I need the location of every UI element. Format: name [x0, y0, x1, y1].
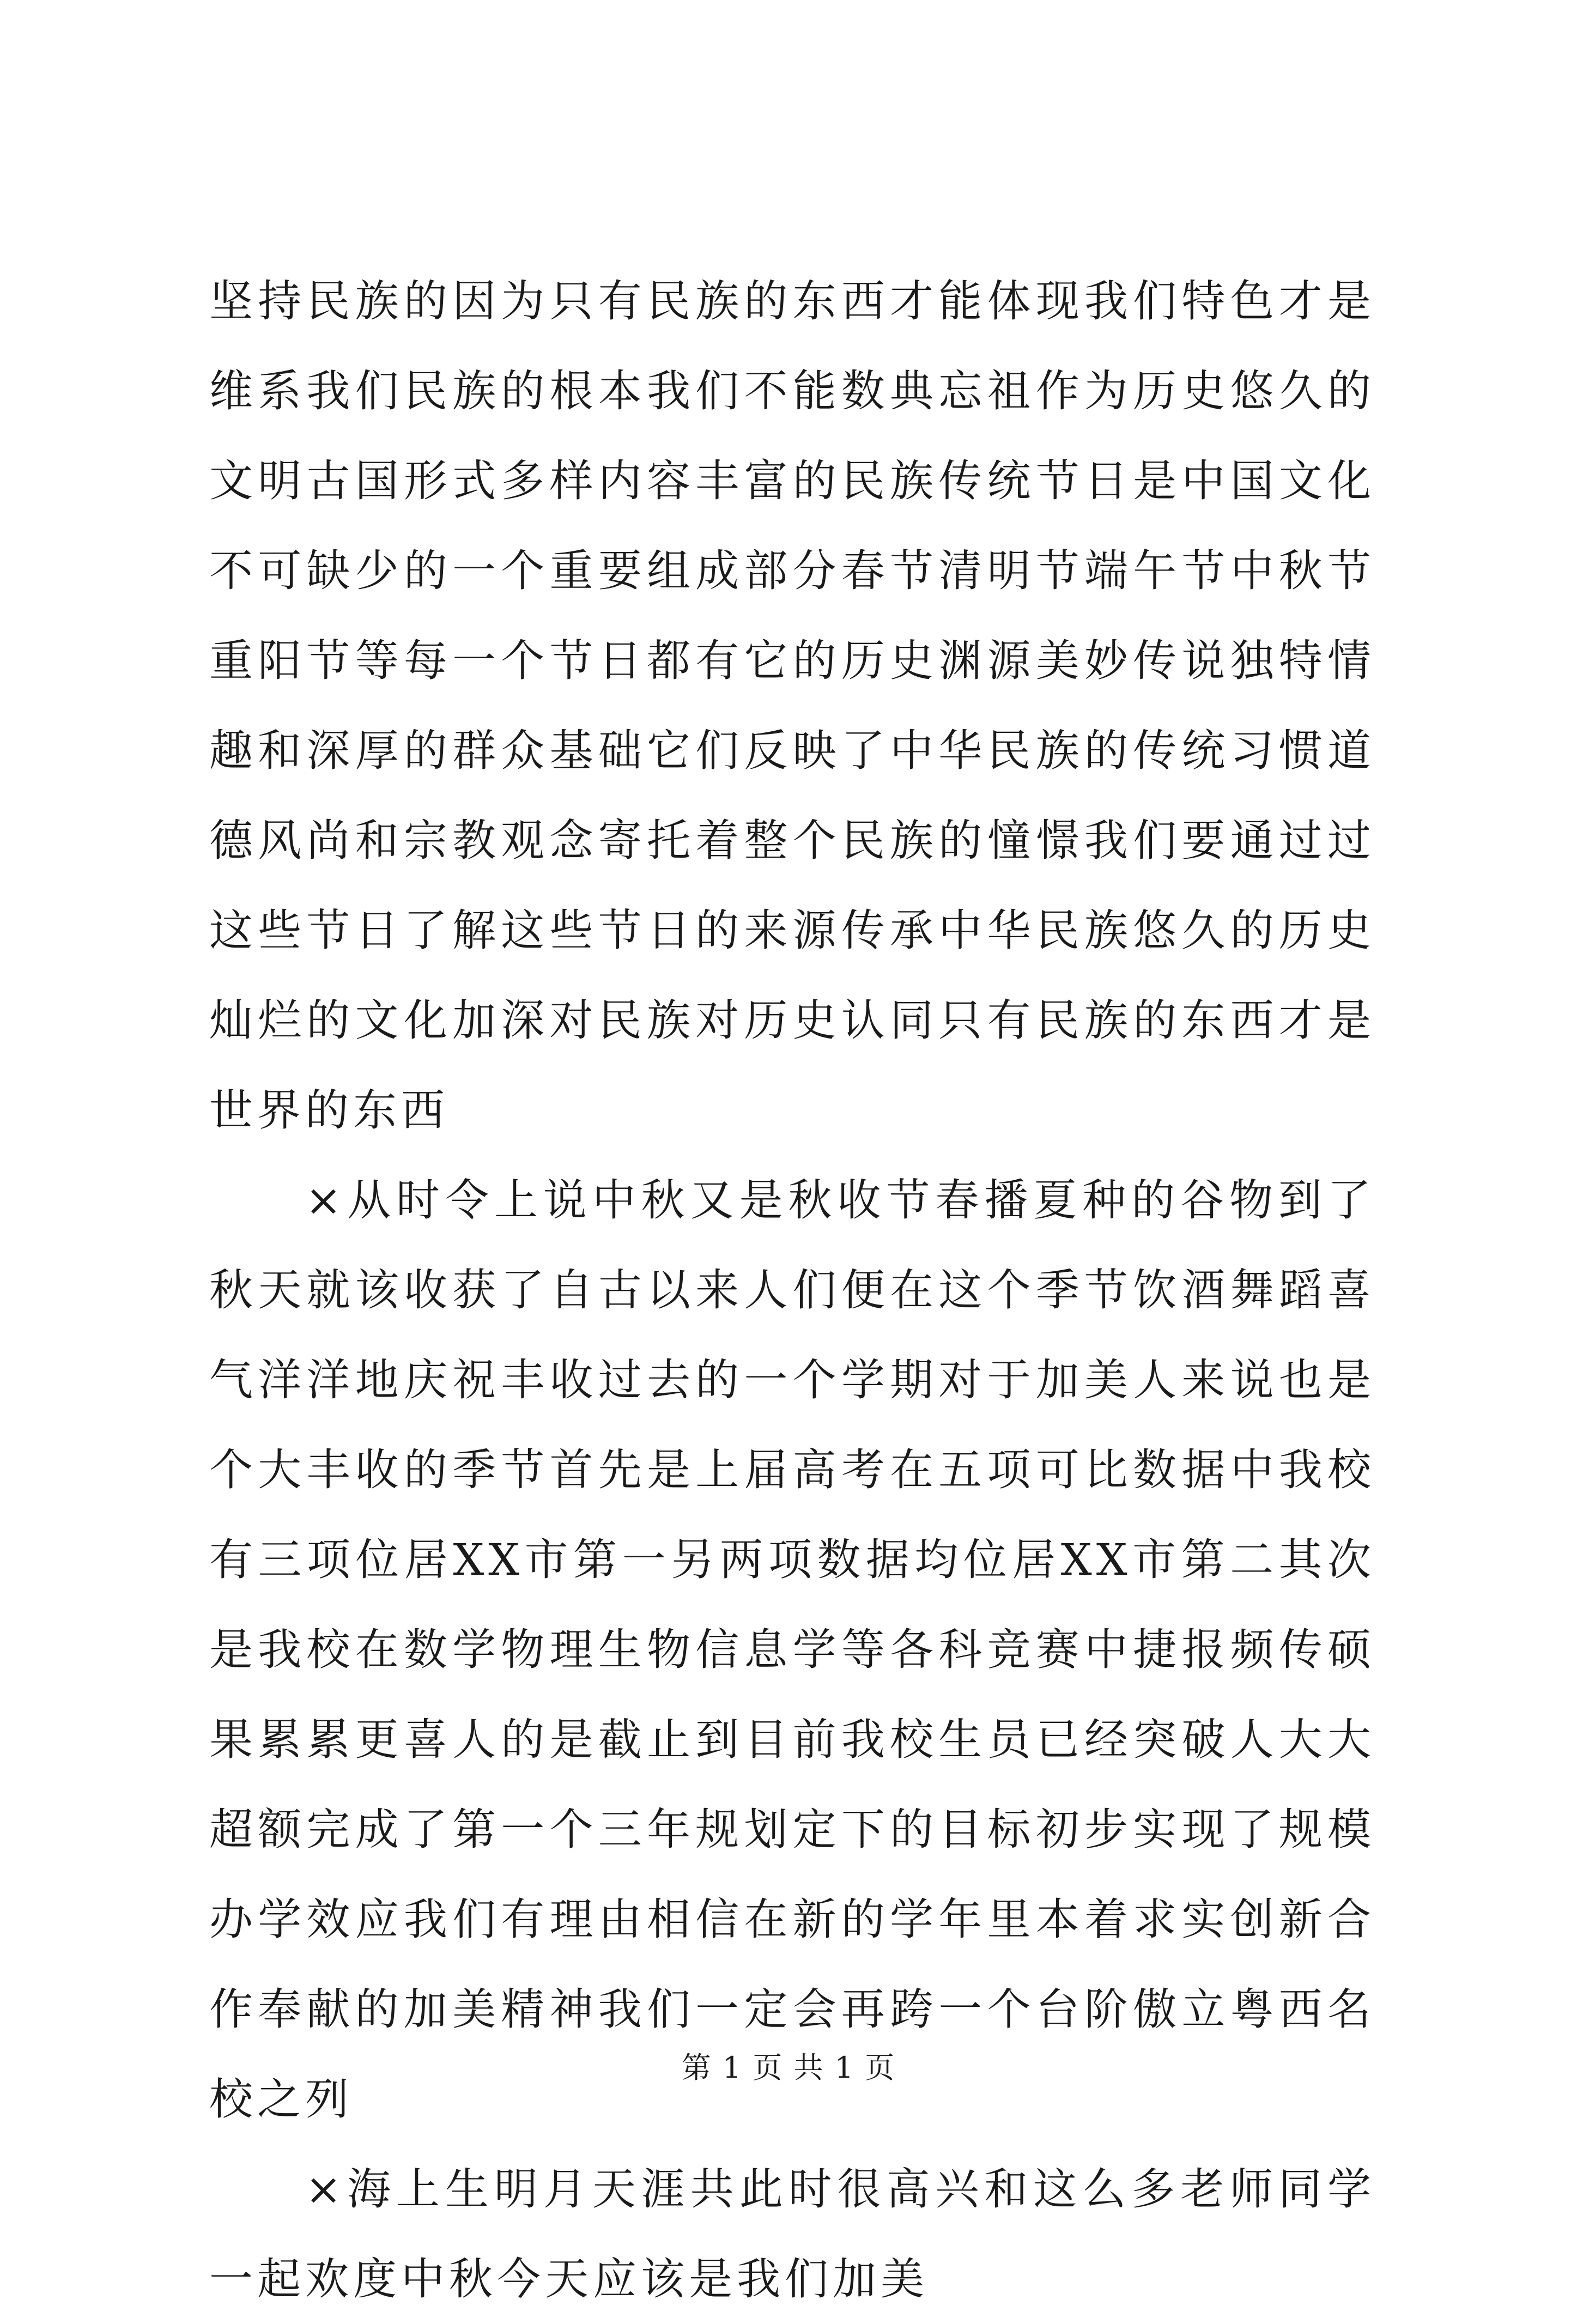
paragraph-2: ×从时令上说中秋又是秋收节春播夏种的谷物到了秋天就该收获了自古以来人们便在这个季节饮酒舞蹈喜气洋洋地庆祝丰收过去的一个学期对于加美人来说也是个大丰收的季节首先是上届高考在五项可比数据中我校有三项位居XX市第一另两项数据均位居XX市第二其次是我校在数学物理生物信息学等各科竞赛中捷报频传硕果累累更喜人的是截止到目前我校生员已经突破人大大超额完成了第一个三年规划定下的目标初步实现了规模办学效应我们有理由相信在新的学年里本着求实创新合作奉献的加美精神我们一定会再跨一个台阶傲立粤西名校之列 [209, 1175, 1375, 2125]
document-body [209, 256, 1375, 2324]
paragraph-3: ×海上生明月天涯共此时很高兴和这么多老师同学一起欢度中秋今天应该是我们加美 [209, 2164, 1375, 2304]
paragraph-1: 坚持民族的因为只有民族的东西才能体现我们特色才是维系我们民族的根本我们不能数典忘祖作为历史悠久的文明古国形式多样内容丰富的民族传统节日是中国文化不可缺少的一个重要组成部分春节清明节端午节中秋节重阳节等每一个节日都有它的历史渊源美妙传说独特情趣和深厚的群众基础它们反映了中华民族的传统习惯道德风尚和宗教观念寄托着整个民族的憧憬我们要通过过这些节日了解这些节日的来源传承中华民族悠久的历史灿烂的文化加深对民族对历史认同只有民族的东西才是世界的东西 [209, 276, 1375, 1136]
page-footer: 第 1 页 共 1 页 [681, 2050, 896, 2085]
